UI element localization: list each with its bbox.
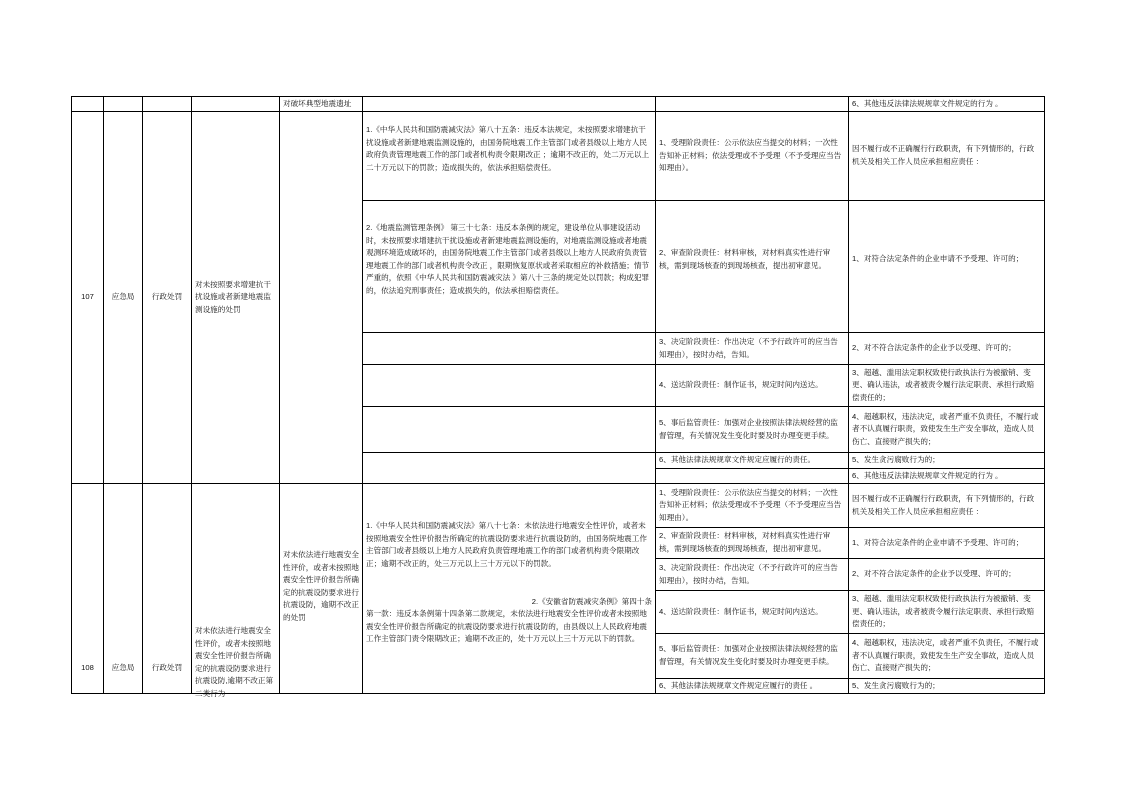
row108-basis-2: 第一款：违反本条例第十四条第二款规定，未依法进行地震安全性评价或者未按照地震安全性评价报告所确定的抗震设防要求进行抗震设防的，由县级以上人民政府地震工作主管部门责令限期改正；逾期不改正的，处十万元以上三十万元以下的罚款。 — [366, 609, 647, 644]
row107-duty-intro: 因不履行或不正确履行行政职责，有下列情形的，行政机关及相关工作人员应承担相应责任 ： — [852, 144, 1035, 166]
row108-category: 行政处罚 — [151, 663, 183, 673]
prev-row-object: 对破坏典型地震遗址 — [283, 98, 352, 108]
row107-step-1: 1、受理阶段责任：公示依法应当提交的材料；一次性告知补正材料；依法受理或不予受理（不予受理应当告知理由）。 — [659, 138, 842, 173]
row108-number: 108 — [81, 663, 94, 673]
row107-duty-2: 2、对不符合法定条件的企业予以受理、许可的； — [852, 343, 1016, 353]
row108-duty-5: 5、发生贪污腐败行为的； — [852, 680, 940, 690]
row107-step-2: 2、审查阶段责任：材料审核，对材料真实性进行审核，需到现场核查的到现场核查，提出初审意见。 — [659, 248, 831, 270]
row108-step-5: 5、事后监管责任：加强对企业按照法律法规经营的监督管理，有关情况发生变化时要及时办理变更手续。 — [659, 644, 838, 666]
row107-category: 行政处罚 — [151, 292, 183, 302]
row107-duty-1: 1、对符合法定条件的企业申请不予受理、许可的； — [852, 254, 1024, 263]
row107-step-5: 5、事后监管责任：加强对企业按照法律法规经营的监督管理，有关情况发生变化时要及时办理变更手续。 — [659, 417, 838, 440]
row108-duty-1: 1、对符合法定条件的企业申请不予受理、许可的； — [852, 537, 1024, 547]
row108-dept: 应急局 — [111, 663, 135, 673]
row107-item: 对未按照要求增建抗干扰设施或者新建地震监测设施的处罚 — [195, 279, 271, 314]
row107-basis-1: 1.《中华人民共和国防震减灾法》第八十五条：违反本法规定，未按照要求增建抗干扰设施或者新建地震监测设施的，由国务院地震工作主管部门或者县级以上地方人民政府负责管理地震工作的部门或者机构责令限期改正 ；逾期不改正的，处二万元以上二十万元以下的罚款；造成损失的，依法承担赔偿责任。 — [366, 125, 650, 172]
row108-basis-1: 1.《中华人民共和国防震减灾法》第八十七条：未依法进行地震安全性评价，或者未按照地震安全性评价报告所确定的抗震设防要求进行抗震设防的，由国务院地震工作主管部门或者县级以上地方人民政府负责管理地震工作的部门或者机构责令限期改正；逾期不改正的，处三万元以上三十万元以下的罚款。 — [366, 521, 647, 568]
grid-line — [362, 200, 1045, 201]
prev-row-duty: 6、其他违反法律法规规章文件规定的行为 。 — [852, 98, 1003, 108]
row108-step-4: 4、送达阶段责任：制作证书，规定时间内送达。 — [659, 606, 823, 616]
grid-line — [1044, 96, 1045, 694]
row108-step-3: 3、决定阶段责任：作出决定（不予行政许可的应当告知理由），按时办结，告知。 — [659, 562, 838, 585]
row108-step-6: 6、其他法律法规规章文件规定应履行的责任 。 — [659, 680, 818, 690]
row107-step-6: 6、其他法律法规规章文件规定应履行的责任。 — [659, 455, 816, 465]
row107-duty-5: 5、发生贪污腐败行为的； — [852, 455, 940, 465]
row107-duty-4: 4、超越职权，违法决定，或者严重不负责任，不履行或者不认真履行职责，致使发生生产安全事故，造成人员伤亡、直接财产损失的； — [852, 411, 1039, 446]
prev-row-object-cell — [280, 97, 362, 111]
row107-step-4: 4、送达阶段责任：制作证书，规定时间内送达。 — [659, 380, 823, 390]
row108-duty-4: 4、超越职权，违法决定，或者严重不负责任，不履行或者不认真履行职责，致使发生生产安全事故，造成人员伤亡、直接财产损失的； — [852, 638, 1039, 673]
row107-number: 107 — [81, 292, 94, 302]
row108-duty-3: 3、超越、滥用法定职权致使行政执法行为被撤销、变更、确认违法，或者被责令履行法定职责、承担行政赔偿责任的； — [852, 594, 1035, 629]
row108-duty-2: 2、对不符合法定条件的企业予以受理、许可的； — [852, 569, 1016, 579]
row108-item: 对未依法进行地震安全性评价，或者未按照地震安全性评价报告所确定的抗震设防要求进行抗震设防,逾期不改正第二类行为 — [195, 626, 274, 698]
row108-basis-2-title: 2.《安徽省防震减灾条例》第四十条 — [531, 597, 652, 606]
row108-duty-intro: 因不履行或不正确履行行政职责，有下列情形的，行政机关及相关工作人员应承担相应责任 ： — [852, 493, 1035, 516]
prev-row-duty-cell — [849, 97, 1044, 111]
row108-step-1: 1、受理阶段责任：公示依法应当提交的材料；一次性告知补正材料；依法受理或不予受理（不予受理应当告知理由）。 — [659, 487, 842, 522]
row107-dept: 应急局 — [111, 292, 135, 302]
row108-step-2: 2、审查阶段责任：材料审核，对材料真实性进行审核，需到现场核查的到现场核查，提出初审意见。 — [659, 531, 831, 553]
row107-basis-2: 2.《地震监测管理条例》 第三十七条：违反本条例的规定，建设单位从事建设活动时，未按照要求增建抗干扰设施或者新建地震监测设施的，对地震监测设施或者地震观测环境造成破坏的，由国务院地震工作主管部门或者县级以上地方人民政府负责管理地震工作的部门或者机构责令改正 ，限期恢复原状或者采取相应的补救措施；情节严重的，依照《中华人民共和国防震减灾法 》第八十三条的规定处以罚款；构成犯罪的，依法追究刑事责任；造成损失的，依法承担赔偿责任。 — [366, 223, 650, 295]
row107-step-3: 3、决定阶段责任：作出决定（不予行政许可的应当告知理由），按时办结，告知。 — [659, 336, 838, 359]
row107-duty-6: 6、其他违反法律法规规章文件规定的行为 。 — [852, 470, 1003, 480]
row108-object: 对未依法进行地震安全性评价，或者未按照地震安全性评价报告所确定的抗震设防要求进行抗震设防，逾期不改正的处罚 — [283, 550, 359, 622]
row107-duty-3: 3、超越、滥用法定职权致使行政执法行为被撤销、变更、确认违法，或者被责令履行法定职责、承担行政赔偿责任的； — [852, 367, 1035, 402]
